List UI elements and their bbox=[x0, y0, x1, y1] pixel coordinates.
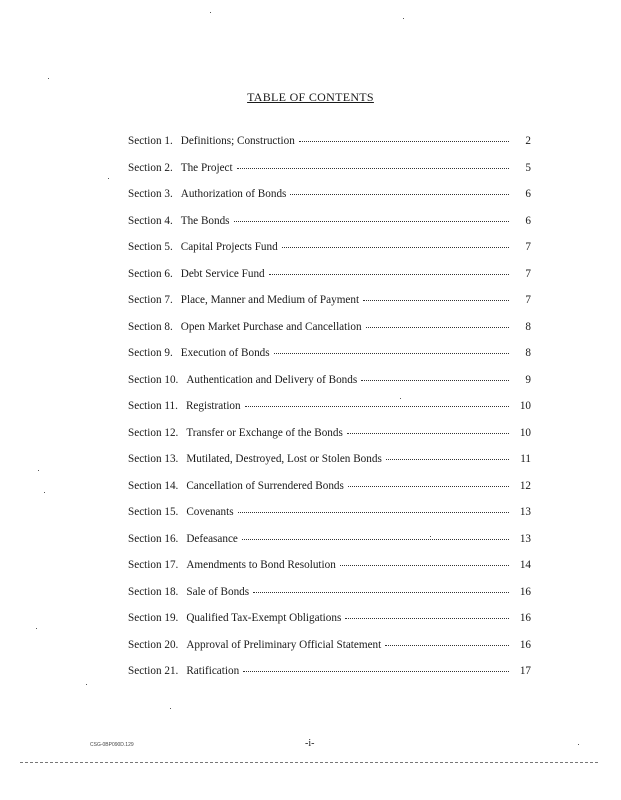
scan-speck bbox=[578, 744, 579, 745]
section-title: Transfer or Exchange of the Bonds bbox=[186, 426, 343, 439]
section-number: Section 19. bbox=[128, 612, 179, 624]
section-page-number: 16 bbox=[519, 585, 531, 598]
section-number: Section 18. bbox=[128, 585, 179, 598]
section-number: Section 8. bbox=[128, 320, 173, 333]
section-page-number: 7 bbox=[525, 294, 531, 306]
dot-leader bbox=[345, 607, 509, 619]
dot-leader bbox=[274, 342, 509, 354]
page-title: TABLE OF CONTENTS bbox=[247, 90, 374, 104]
section-title: Defeasance bbox=[186, 532, 238, 545]
dot-leader bbox=[234, 210, 509, 222]
section-number: Section 1. bbox=[128, 135, 173, 147]
toc-entry bbox=[128, 503, 531, 530]
scan-speck bbox=[36, 628, 37, 629]
section-number: Section 6. bbox=[128, 267, 173, 280]
dot-leader bbox=[361, 369, 509, 381]
scan-speck bbox=[170, 708, 171, 709]
section-title: Mutilated, Destroyed, Lost or Stolen Bonds bbox=[186, 453, 382, 465]
scan-speck bbox=[108, 178, 109, 179]
section-page-number: 8 bbox=[525, 320, 531, 333]
scan-speck bbox=[38, 470, 39, 471]
scan-artifact-line bbox=[20, 762, 598, 765]
section-page-number: 10 bbox=[519, 426, 531, 439]
section-title: The Bonds bbox=[180, 214, 230, 227]
scan-speck bbox=[403, 18, 404, 19]
section-number: Section 13. bbox=[128, 453, 179, 465]
section-page-number: 16 bbox=[519, 612, 531, 624]
dot-leader bbox=[245, 395, 509, 407]
scan-speck bbox=[430, 536, 431, 537]
dot-leader bbox=[386, 448, 509, 460]
section-number: Section 4. bbox=[128, 214, 173, 227]
section-number: Section 21. bbox=[128, 665, 179, 677]
section-number: Section 2. bbox=[128, 161, 173, 174]
dot-leader bbox=[269, 263, 509, 275]
section-page-number: 2 bbox=[525, 135, 531, 147]
toc-entry bbox=[128, 265, 531, 292]
table-of-contents bbox=[128, 132, 531, 689]
toc-entry bbox=[128, 450, 531, 477]
dot-leader bbox=[366, 316, 509, 328]
section-title: Authorization of Bonds bbox=[180, 188, 287, 200]
scan-speck bbox=[400, 398, 401, 399]
section-title: Place, Manner and Medium of Payment bbox=[180, 294, 360, 306]
toc-entry bbox=[128, 530, 531, 557]
section-title: Definitions; Construction bbox=[180, 135, 295, 147]
section-page-number: 10 bbox=[519, 400, 531, 412]
section-title: Debt Service Fund bbox=[180, 267, 265, 280]
scan-speck bbox=[86, 684, 87, 685]
section-number: Section 20. bbox=[128, 638, 179, 651]
section-number: Section 5. bbox=[128, 241, 173, 253]
section-title: Registration bbox=[185, 400, 241, 412]
toc-entry bbox=[128, 636, 531, 663]
dot-leader bbox=[340, 554, 509, 566]
toc-entry bbox=[128, 583, 531, 610]
dot-leader bbox=[282, 236, 509, 248]
section-number: Section 16. bbox=[128, 532, 179, 545]
section-page-number: 14 bbox=[519, 559, 531, 571]
section-page-number: 7 bbox=[525, 241, 531, 253]
toc-entry bbox=[128, 185, 531, 212]
dot-leader bbox=[363, 289, 509, 301]
section-page-number: 5 bbox=[525, 161, 531, 174]
section-page-number: 7 bbox=[525, 267, 531, 280]
toc-entry bbox=[128, 318, 531, 345]
toc-entry bbox=[128, 238, 531, 265]
section-title: Approval of Preliminary Official Statement bbox=[186, 638, 382, 651]
scan-speck bbox=[48, 78, 49, 79]
dot-leader bbox=[385, 634, 509, 646]
dot-leader bbox=[347, 422, 509, 434]
dot-leader bbox=[253, 581, 509, 593]
section-page-number: 13 bbox=[519, 506, 531, 518]
section-title: Capital Projects Fund bbox=[180, 241, 278, 253]
section-page-number: 12 bbox=[519, 479, 531, 492]
toc-entry bbox=[128, 662, 531, 689]
section-number: Section 15. bbox=[128, 506, 179, 518]
section-title: Open Market Purchase and Cancellation bbox=[180, 320, 362, 333]
section-page-number: 6 bbox=[525, 214, 531, 227]
section-title: Qualified Tax-Exempt Obligations bbox=[186, 612, 342, 624]
page-number: -i- bbox=[305, 738, 315, 749]
section-title: Authentication and Delivery of Bonds bbox=[186, 373, 358, 386]
section-title: Ratification bbox=[186, 665, 240, 677]
section-page-number: 16 bbox=[519, 638, 531, 651]
section-page-number: 9 bbox=[525, 373, 531, 386]
dot-leader bbox=[243, 660, 509, 672]
toc-entry bbox=[128, 397, 531, 424]
section-title: Covenants bbox=[186, 506, 234, 518]
section-title: Cancellation of Surrendered Bonds bbox=[186, 479, 344, 492]
section-title: Sale of Bonds bbox=[186, 585, 250, 598]
scan-speck bbox=[44, 492, 45, 493]
section-number: Section 10. bbox=[128, 373, 179, 386]
toc-entry bbox=[128, 609, 531, 636]
dot-leader bbox=[299, 130, 509, 142]
toc-entry bbox=[128, 344, 531, 371]
document-code: CSG-0BP090D.129 bbox=[90, 742, 134, 748]
dot-leader bbox=[238, 501, 509, 513]
section-number: Section 11. bbox=[128, 400, 178, 412]
section-title: The Project bbox=[180, 161, 233, 174]
scan-speck bbox=[210, 12, 211, 13]
section-page-number: 13 bbox=[519, 532, 531, 545]
toc-entry bbox=[128, 159, 531, 186]
section-title: Amendments to Bond Resolution bbox=[186, 559, 336, 571]
section-number: Section 17. bbox=[128, 559, 179, 571]
dot-leader bbox=[237, 157, 509, 169]
section-page-number: 17 bbox=[519, 665, 531, 677]
toc-entry bbox=[128, 477, 531, 504]
section-number: Section 3. bbox=[128, 188, 173, 200]
section-number: Section 9. bbox=[128, 347, 173, 359]
toc-entry bbox=[128, 132, 531, 159]
section-number: Section 14. bbox=[128, 479, 179, 492]
dot-leader bbox=[348, 475, 509, 487]
toc-entry bbox=[128, 212, 531, 239]
toc-entry bbox=[128, 291, 531, 318]
dot-leader bbox=[290, 183, 509, 195]
section-number: Section 7. bbox=[128, 294, 173, 306]
dot-leader bbox=[242, 528, 509, 540]
section-page-number: 6 bbox=[525, 188, 531, 200]
section-page-number: 8 bbox=[525, 347, 531, 359]
toc-entry bbox=[128, 556, 531, 583]
section-title: Execution of Bonds bbox=[180, 347, 270, 359]
toc-entry bbox=[128, 371, 531, 398]
section-number: Section 12. bbox=[128, 426, 179, 439]
toc-entry bbox=[128, 424, 531, 451]
section-page-number: 11 bbox=[520, 453, 531, 465]
